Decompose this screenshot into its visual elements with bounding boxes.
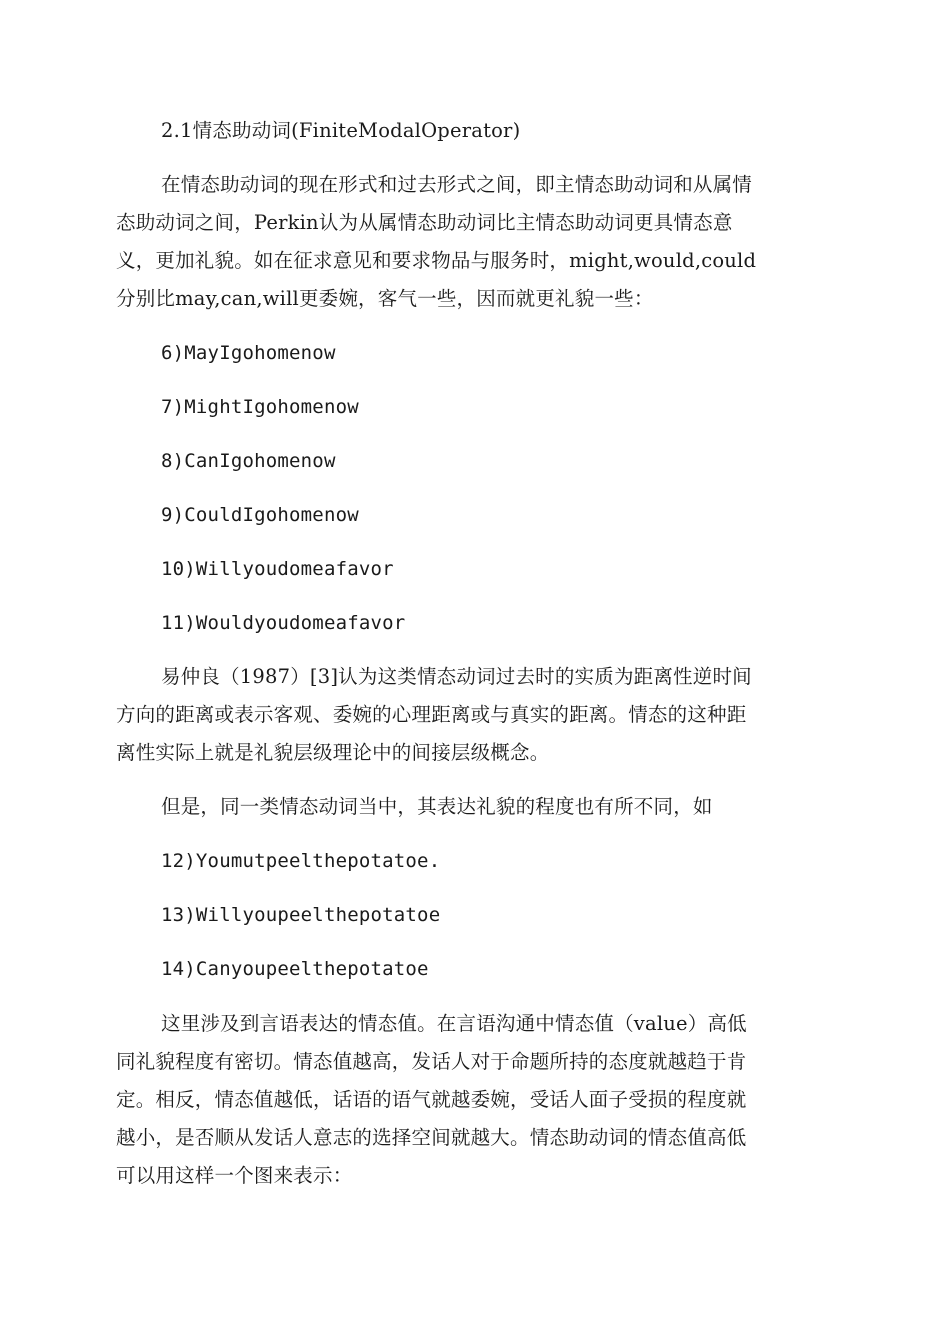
paragraph-line: 方向的距离或表示客观、委婉的心理距离或与真实的距离。情态的这种距 (116, 703, 747, 726)
section-heading: 2.1情态助动词(FiniteModalOperator) (161, 119, 521, 142)
example-sentence: 7)MightIgohomenow (161, 396, 359, 418)
paragraph-line: 态助动词之间，Perkin认为从属情态助动词比主情态助动词更具情态意 (116, 211, 733, 234)
paragraph-line: 定。相反，情态值越低，话语的语气就越委婉，受话人面子受损的程度就 (116, 1088, 747, 1111)
paragraph-line: 易仲良（1987）[3]认为这类情态动词过去时的实质为距离性逆时间 (161, 665, 752, 688)
example-sentence: 10)Willyoudomeafavor (161, 558, 394, 580)
paragraph-line: 分别比may,can,will更委婉，客气一些，因而就更礼貌一些： (116, 287, 654, 310)
paragraph-line: 这里涉及到言语表达的情态值。在言语沟通中情态值（value）高低 (161, 1012, 747, 1035)
paragraph-line: 越小，是否顺从发话人意志的选择空间就越大。情态助动词的情态值高低 (116, 1126, 747, 1149)
paragraph-3: 但是，同一类情态动词当中，其表达礼貌的程度也有所不同，如 (161, 795, 713, 818)
paragraph-line: 离性实际上就是礼貌层级理论中的间接层级概念。 (116, 741, 550, 764)
paragraph-line: 义，更加礼貌。如在征求意见和要求物品与服务时，might,would,could (116, 249, 757, 272)
example-sentence: 11)Wouldyoudomeafavor (161, 612, 406, 634)
paragraph-line: 在情态助动词的现在形式和过去形式之间，即主情态助动词和从属情 (161, 173, 753, 196)
example-sentence: 8)CanIgohomenow (161, 450, 336, 472)
example-sentence: 12)Youmutpeelthepotatoe. (161, 850, 441, 872)
example-sentence: 14)Canyoupeelthepotatoe (161, 958, 429, 980)
paragraph-line: 可以用这样一个图来表示： (116, 1164, 353, 1187)
paragraph-line: 同礼貌程度有密切。情态值越高，发话人对于命题所持的态度就越趋于肯 (116, 1050, 747, 1073)
example-sentence: 6)MayIgohomenow (161, 342, 336, 364)
example-sentence: 13)Willyoupeelthepotatoe (161, 904, 441, 926)
example-sentence: 9)CouldIgohomenow (161, 504, 359, 526)
